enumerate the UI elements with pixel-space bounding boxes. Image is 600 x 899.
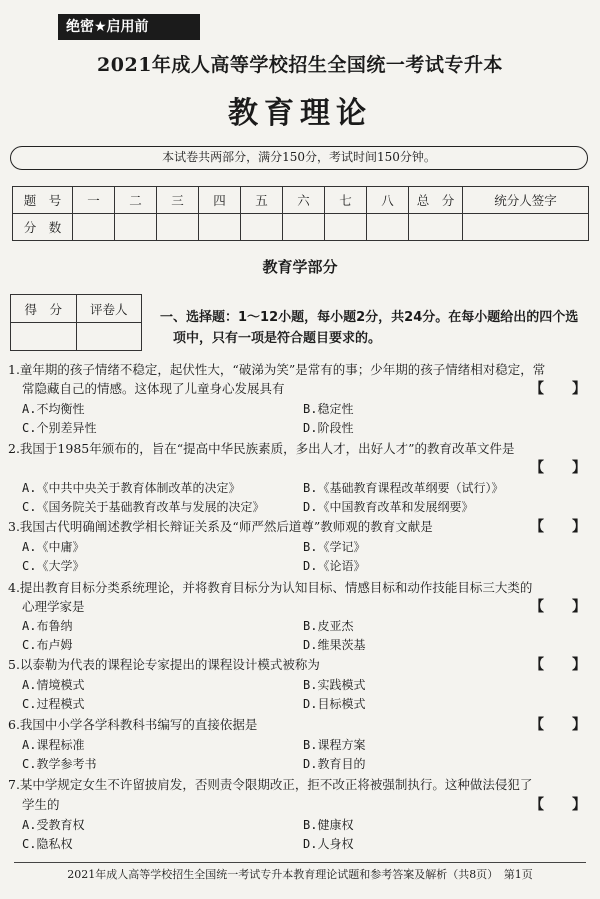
option-d[interactable]: D.教育目的 xyxy=(303,757,366,771)
option-b[interactable]: B.皮亚杰 xyxy=(303,619,354,633)
score-header-cell: 七 xyxy=(325,187,367,214)
question-1-text: 1.童年期的孩子情绪不稳定，起伏性大，“破涕为笑”是常有的事；少年期的孩子情绪相对稳定，常 xyxy=(8,362,546,377)
option-d[interactable]: D.《论语》 xyxy=(303,559,366,573)
score-cell[interactable] xyxy=(115,214,157,241)
option-b[interactable]: B.《学记》 xyxy=(303,540,366,554)
score-header-cell: 一 xyxy=(73,187,115,214)
footer-divider xyxy=(14,862,586,863)
section-instruction-line: 一、选择题：1～12小题，每小题2分，共24分。在每小题给出的四个选 xyxy=(160,310,579,325)
question-5-text: 5.以泰勒为代表的课程论专家提出的课程设计模式被称为 xyxy=(8,657,320,672)
score-cell[interactable] xyxy=(463,214,589,241)
question-1-text-cont: 常隐藏自己的情感。这体现了儿童身心发展具有 xyxy=(22,381,285,396)
grader-score-cell[interactable] xyxy=(11,323,77,351)
part-title: 教育学部分 xyxy=(262,258,338,276)
exam-info-box: 本试卷共两部分，满分150分，考试时间150分钟。 xyxy=(10,146,588,170)
grader-score-label: 得 分 xyxy=(11,295,77,323)
grader-reviewer-cell[interactable] xyxy=(76,323,142,351)
answer-bracket[interactable]: 【 】 xyxy=(530,717,586,733)
score-header-cell: 题 号 xyxy=(13,187,73,214)
option-b[interactable]: B.实践模式 xyxy=(303,678,366,692)
score-cell[interactable] xyxy=(325,214,367,241)
score-cell[interactable] xyxy=(199,214,241,241)
exam-title: 2021年成人高等学校招生全国统一考试专升本 xyxy=(97,54,503,76)
option-b[interactable]: B.健康权 xyxy=(303,818,354,832)
option-d[interactable]: D.阶段性 xyxy=(303,421,354,435)
score-table xyxy=(12,186,589,241)
option-c[interactable]: C.布卢姆 xyxy=(22,638,73,652)
confidential-label: 绝密★启用前 xyxy=(58,14,200,40)
option-a[interactable]: A.《中共中央关于教育体制改革的决定》 xyxy=(22,481,241,495)
answer-bracket[interactable]: 【 】 xyxy=(530,657,586,673)
score-table-value-row xyxy=(13,214,589,241)
score-header-cell: 总 分 xyxy=(409,187,463,214)
option-c[interactable]: C.《大学》 xyxy=(22,559,85,573)
option-d[interactable]: D.人身权 xyxy=(303,837,354,851)
option-b[interactable]: B.《基础教育课程改革纲要（试行）》 xyxy=(303,481,504,495)
option-c[interactable]: C.《国务院关于基础教育改革与发展的决定》 xyxy=(22,500,265,514)
score-table-header-row xyxy=(13,187,589,214)
option-d[interactable]: D.维果茨基 xyxy=(303,638,366,652)
option-c[interactable]: C.隐私权 xyxy=(22,837,73,851)
option-a[interactable]: A.情境模式 xyxy=(22,678,85,692)
option-c[interactable]: C.过程模式 xyxy=(22,697,85,711)
option-a[interactable]: A.布鲁纳 xyxy=(22,619,73,633)
option-d[interactable]: D.目标模式 xyxy=(303,697,366,711)
option-c[interactable]: C.教学参考书 xyxy=(22,757,97,771)
score-cell[interactable] xyxy=(157,214,199,241)
section-instruction-line: 项中，只有一项是符合题目要求的。 xyxy=(173,331,382,346)
option-b[interactable]: B.稳定性 xyxy=(303,402,354,416)
question-7-text: 7.某中学规定女生不许留披肩发，否则责令限期改正，拒不改正将被强制执行。这种做法侵犯了 xyxy=(8,777,533,792)
answer-bracket[interactable]: 【 】 xyxy=(530,599,586,615)
section-instruction xyxy=(160,307,590,349)
score-header-cell: 四 xyxy=(199,187,241,214)
answer-bracket[interactable]: 【 】 xyxy=(530,381,586,397)
option-b[interactable]: B.课程方案 xyxy=(303,738,366,752)
grader-reviewer-label: 评卷人 xyxy=(76,295,142,323)
score-header-cell: 二 xyxy=(115,187,157,214)
subject-title: 教育理论 xyxy=(228,96,372,131)
score-cell[interactable] xyxy=(367,214,409,241)
option-a[interactable]: A.不均衡性 xyxy=(22,402,85,416)
score-cell[interactable] xyxy=(241,214,283,241)
score-cell[interactable] xyxy=(73,214,115,241)
score-header-cell: 三 xyxy=(157,187,199,214)
score-cell[interactable] xyxy=(409,214,463,241)
question-4-text: 4.提出教育目标分类系统理论，并将教育目标分为认知目标、情感目标和动作技能目标三大类的 xyxy=(8,580,533,595)
question-2-text: 2.我国于1985年颁布的，旨在“提高中华民族素质，多出人才，出好人才”的教育改革文件是 xyxy=(8,441,515,456)
score-cell[interactable] xyxy=(283,214,325,241)
page-footer: 2021年成人高等学校招生全国统一考试专升本教育理论试题和参考答案及解析（共8页） 第1页 xyxy=(67,868,533,881)
option-a[interactable]: A.《中庸》 xyxy=(22,540,85,554)
answer-bracket[interactable]: 【 】 xyxy=(530,460,586,476)
question-3-text: 3.我国古代明确阐述教学相长辩证关系及“师严然后道尊”教师观的教育文献是 xyxy=(8,519,433,534)
option-a[interactable]: A.课程标准 xyxy=(22,738,85,752)
score-header-cell: 五 xyxy=(241,187,283,214)
answer-bracket[interactable]: 【 】 xyxy=(530,519,586,535)
answer-bracket[interactable]: 【 】 xyxy=(530,797,586,813)
option-d[interactable]: D.《中国教育改革和发展纲要》 xyxy=(303,500,474,514)
score-row-label: 分 数 xyxy=(13,214,73,241)
score-header-cell: 统分人签字 xyxy=(463,187,589,214)
question-4-text-cont: 心理学家是 xyxy=(22,599,85,614)
option-a[interactable]: A.受教育权 xyxy=(22,818,85,832)
question-7-text-cont: 学生的 xyxy=(22,797,60,812)
grader-table xyxy=(10,294,142,351)
score-header-cell: 八 xyxy=(367,187,409,214)
question-6-text: 6.我国中小学各学科教科书编写的直接依据是 xyxy=(8,717,258,732)
option-c[interactable]: C.个别差异性 xyxy=(22,421,97,435)
score-header-cell: 六 xyxy=(283,187,325,214)
